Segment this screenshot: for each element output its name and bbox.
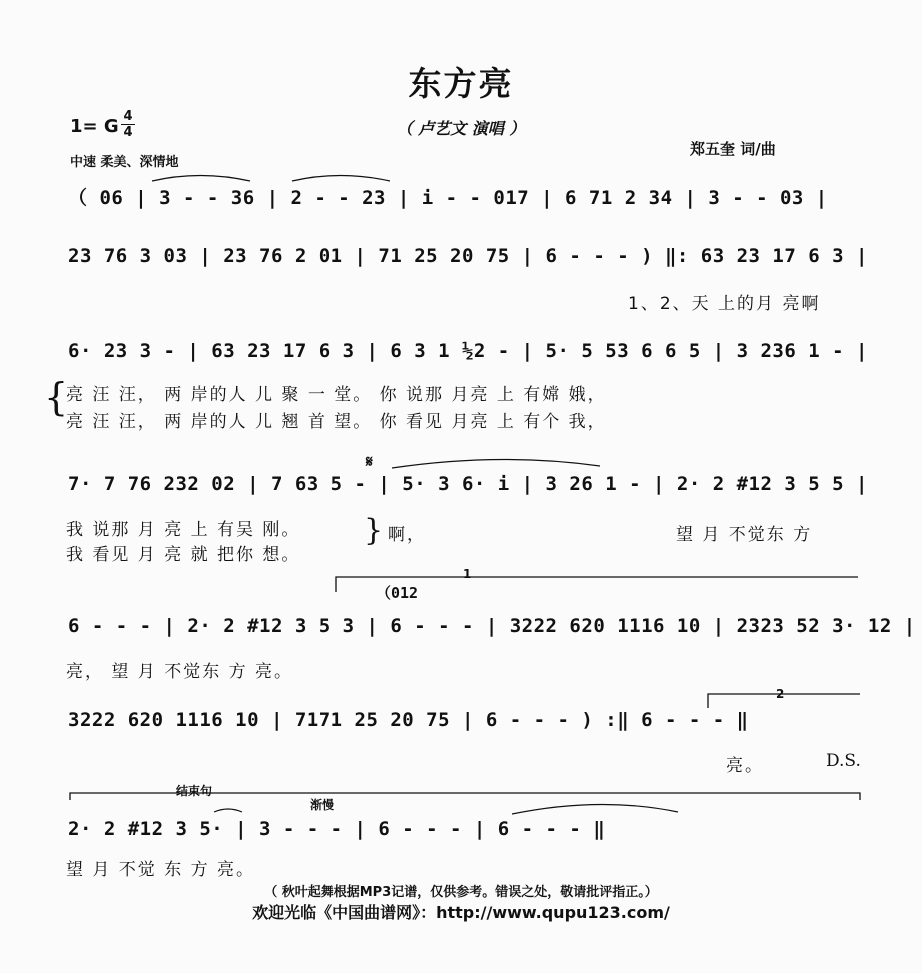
ritardando-label: 渐慢 xyxy=(310,798,335,812)
dal-segno-mark: D.S. xyxy=(826,751,861,771)
tie-line-1-b xyxy=(292,176,390,182)
intro-pickup: （012 xyxy=(376,584,419,602)
lyric-line-4c: 啊， xyxy=(388,525,426,545)
verse-brace-right: } xyxy=(364,513,384,548)
verse-brace-left: { xyxy=(44,375,69,419)
volta-2-number: 2 xyxy=(776,687,785,701)
score-line-2: 23 76 3 03 | 23 76 2 01 | 71 25 20 75 | 6 - - - ) ‖: 63 23 17 6 3 | xyxy=(68,245,868,267)
meter-bottom: 4 xyxy=(123,125,133,140)
lyric-line-6: 亮。 xyxy=(726,756,764,776)
score-line-4: 7· 7 76 232 02 | 7 63 5 - | 5· 3 6· i | 3 26 1 - | 2· 2 #12 3 5 5 | xyxy=(68,473,868,495)
lyric-line-4d: 望 月 不觉东 方 xyxy=(676,525,813,545)
transcriber-note: （ 秋叶起舞根据MP3记谱，仅供参考。错误之处，敬请批评指正。） xyxy=(264,885,658,900)
slur-line-7 xyxy=(512,804,678,814)
lyric-line-5: 亮， 望 月 不觉东 方 亮。 xyxy=(66,662,294,682)
composer-credit: 郑五奎 词/曲 xyxy=(690,140,776,158)
meter-top: 4 xyxy=(123,109,133,124)
lyric-line-3b: 亮 汪 汪， 两 岸的人 儿 翘 首 望。 你 看见 月亮 上 有个 我， xyxy=(66,412,607,432)
song-title: 东方亮 xyxy=(408,64,514,103)
score-line-3: 6· 23 3 - | 63 23 17 6 3 | 6 3 1 ½2 - | 5· 5 53 6 6 5 | 3 236 1 - | xyxy=(68,340,868,362)
singer-credit: （ 卢艺文 演唱 ） xyxy=(396,119,526,138)
lyric-line-2: 1、2、天 上的月 亮啊 xyxy=(628,294,821,314)
tie-line-1-a xyxy=(152,176,250,182)
volta-1-bracket xyxy=(336,577,858,592)
ending-label: 结束句 xyxy=(176,784,213,798)
website-credit: 欢迎光临《中国曲谱网》：http://www.qupu123.com/ xyxy=(252,903,670,922)
lyric-line-4b: 我 看见 月 亮 就 把你 想。 xyxy=(66,545,301,565)
volta-1-number: 1 xyxy=(463,567,472,581)
lyric-line-7: 望 月 不觉 东 方 亮。 xyxy=(66,860,256,880)
tempo-marking: 中速 柔美、深情地 xyxy=(70,155,179,170)
slur-line-4 xyxy=(392,459,600,468)
ending-bracket xyxy=(70,793,860,800)
slur-line-7-b xyxy=(214,809,242,812)
key-signature: 1= G xyxy=(70,116,119,137)
score-line-6: 3222 620 1116 10 | 7171 25 20 75 | 6 - - - ) :‖ 6 - - - ‖ xyxy=(68,709,749,731)
lyric-line-4a: 我 说那 月 亮 上 有吴 刚。 xyxy=(66,520,301,540)
score-line-5: 6 - - - | 2· 2 #12 3 5 3 | 6 - - - | 3222 620 1116 10 | 2323 52 3· 12 | xyxy=(68,615,916,637)
volta-2-bracket xyxy=(708,694,860,708)
lyric-line-3a: 亮 汪 汪， 两 岸的人 儿 聚 一 堂。 你 说那 月亮 上 有嫦 娥， xyxy=(66,385,607,405)
score-line-7: 2· 2 #12 3 5· | 3 - - - | 6 - - - | 6 - - - ‖ xyxy=(68,818,606,840)
score-line-1: （ 06 | 3 - - 36 | 2 - - 23 | i - - 017 | 6 71 2 34 | 3 - - 03 | xyxy=(68,187,828,209)
segno-sign: 𝄋 xyxy=(366,452,373,471)
